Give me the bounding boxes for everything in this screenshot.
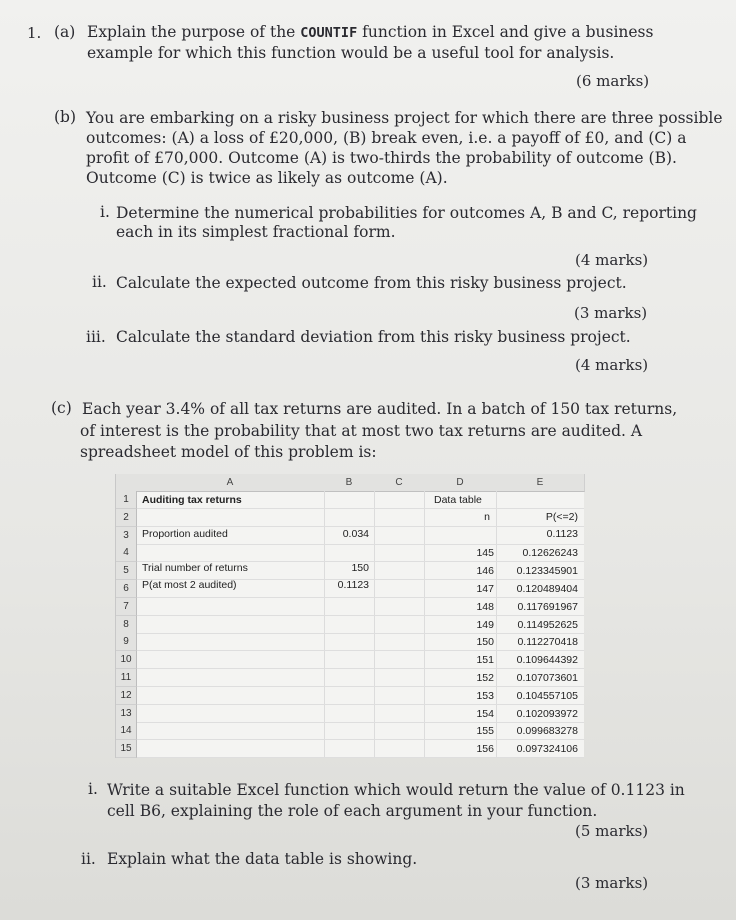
part-c-i-marks: (5 marks) — [575, 822, 649, 840]
row-header: 13 — [116, 705, 137, 723]
row-header: 7 — [116, 598, 137, 616]
part-c-i-line-1: Write a suitable Excel function which would return the value of 0.1123 in — [107, 781, 685, 799]
data-table-p: 0.099683278 — [516, 725, 578, 738]
part-b-i-marks: (4 marks) — [575, 251, 649, 269]
part-b-line-4: Outcome (C) is twice as likely as outcome (A). — [86, 169, 448, 187]
row-header: 12 — [116, 687, 137, 705]
data-table-n: 146 — [476, 565, 494, 578]
data-table-p: 0.104557105 — [516, 689, 578, 702]
row-header: 10 — [116, 651, 137, 669]
part-b-ii-line-1: Calculate the expected outcome from this risky business project. — [116, 274, 627, 292]
spreadsheet — [115, 474, 584, 758]
cell-a5: Trial number of returns — [142, 562, 248, 574]
part-c-label: (c) — [51, 399, 72, 417]
data-table-p: 0.114952625 — [517, 618, 578, 631]
part-c-line-1: Each year 3.4% of all tax returns are audited. In a batch of 150 tax returns, — [82, 400, 678, 418]
question-number: 1. — [27, 24, 42, 42]
row-header: 4 — [116, 544, 137, 562]
data-table-n: 154 — [476, 707, 494, 720]
cell-b3: 0.034 — [342, 528, 369, 540]
row-header: 14 — [116, 722, 137, 740]
part-b-iii-line-1: Calculate the standard deviation from this risky business project. — [116, 328, 631, 346]
part-b-line-2: outcomes: (A) a loss of £20,000, (B) break even, i.e. a payoff of £0, and (C) a — [86, 129, 687, 147]
part-a-label: (a) — [54, 23, 76, 41]
column-header-a: A — [136, 474, 325, 492]
part-b-iii-marks: (4 marks) — [575, 356, 649, 374]
part-c-i-line-2: cell B6, explaining the role of each argument in your function. — [107, 802, 598, 820]
row-header: 11 — [116, 669, 137, 687]
data-table-p: 0.107073601 — [516, 672, 578, 684]
part-c-ii-marks: (3 marks) — [575, 874, 649, 892]
data-table-p: 0.097324106 — [516, 743, 578, 756]
part-b-ii-marks: (3 marks) — [574, 304, 648, 322]
part-b-i-line-2: each in its simplest fractional form. — [116, 223, 396, 241]
cell-e2: P(<=2) — [545, 511, 578, 523]
part-b-i-line-1: Determine the numerical probabilities for outcomes A, B and C, reporting — [116, 204, 697, 222]
row-header: 8 — [116, 616, 137, 634]
data-table-n: 147 — [476, 583, 494, 595]
data-table-n: 156 — [476, 743, 494, 756]
part-a-line-2: example for which this function would be a useful tool for analysis. — [87, 44, 615, 62]
part-c-line-3: spreadsheet model of this problem is: — [80, 443, 377, 461]
cell-a1: Auditing tax returns — [142, 494, 242, 506]
part-a-line-1: Explain the purpose of the COUNTIF function in Excel and give a business — [87, 23, 654, 41]
cell-d2: n — [484, 511, 490, 523]
row-header: 2 — [116, 509, 137, 527]
part-b-i-num: i. — [100, 203, 110, 221]
row-header: 1 — [116, 491, 137, 509]
data-table-p: 0.109644392 — [516, 654, 578, 667]
data-table-n: 145 — [476, 547, 494, 560]
part-b-iii-num: iii. — [86, 328, 106, 346]
column-header-d: D — [424, 474, 497, 492]
part-a-marks: (6 marks) — [576, 72, 650, 90]
cell-b5: 150 — [351, 562, 369, 574]
data-table-n: 151 — [476, 654, 494, 667]
data-table-p: 0.120489404 — [516, 583, 578, 595]
cell-d1: Data table — [434, 494, 482, 506]
cell-b6: 0.1123 — [337, 579, 369, 591]
data-table-n: 150 — [476, 636, 494, 649]
part-b-line-1: You are embarking on a risky business project for which there are three possible — [86, 109, 723, 127]
row-header: 15 — [116, 740, 137, 758]
data-table-n: 155 — [476, 725, 494, 738]
row-header: 6 — [116, 580, 137, 598]
part-b-line-3: profit of £70,000. Outcome (A) is two-thirds the probability of outcome (B). — [86, 149, 677, 167]
data-table-p: 0.117691967 — [517, 600, 578, 613]
part-c-ii-line-1: Explain what the data table is showing. — [107, 850, 418, 868]
part-b-label: (b) — [54, 108, 77, 126]
data-table-n: 148 — [476, 600, 494, 613]
part-c-ii-num: ii. — [81, 850, 96, 868]
cell-a3: Proportion audited — [142, 528, 228, 540]
data-table-p: 0.112270418 — [517, 636, 578, 649]
data-table-n: 153 — [476, 689, 494, 702]
cell-e3: 0.1123 — [546, 528, 578, 540]
row-header: 9 — [116, 633, 137, 651]
data-table-n: 149 — [476, 618, 494, 631]
data-table-p: 0.102093972 — [516, 707, 578, 720]
row-header: 5 — [116, 562, 137, 580]
data-table-p: 0.12626243 — [522, 547, 578, 560]
corner-cell — [116, 474, 137, 492]
part-b-ii-num: ii. — [92, 273, 107, 291]
part-c-line-2: of interest is the probability that at most two tax returns are audited. A — [80, 422, 643, 440]
row-header: 3 — [116, 527, 137, 545]
cell-a6: P(at most 2 audited) — [142, 579, 237, 591]
column-header-b: B — [324, 474, 375, 492]
part-c-i-num: i. — [88, 780, 98, 798]
data-table-p: 0.123345901 — [516, 565, 578, 578]
column-header-c: C — [374, 474, 425, 492]
data-table-n: 152 — [476, 672, 494, 684]
column-header-e: E — [496, 474, 585, 492]
countif-keyword: COUNTIF — [300, 25, 358, 41]
